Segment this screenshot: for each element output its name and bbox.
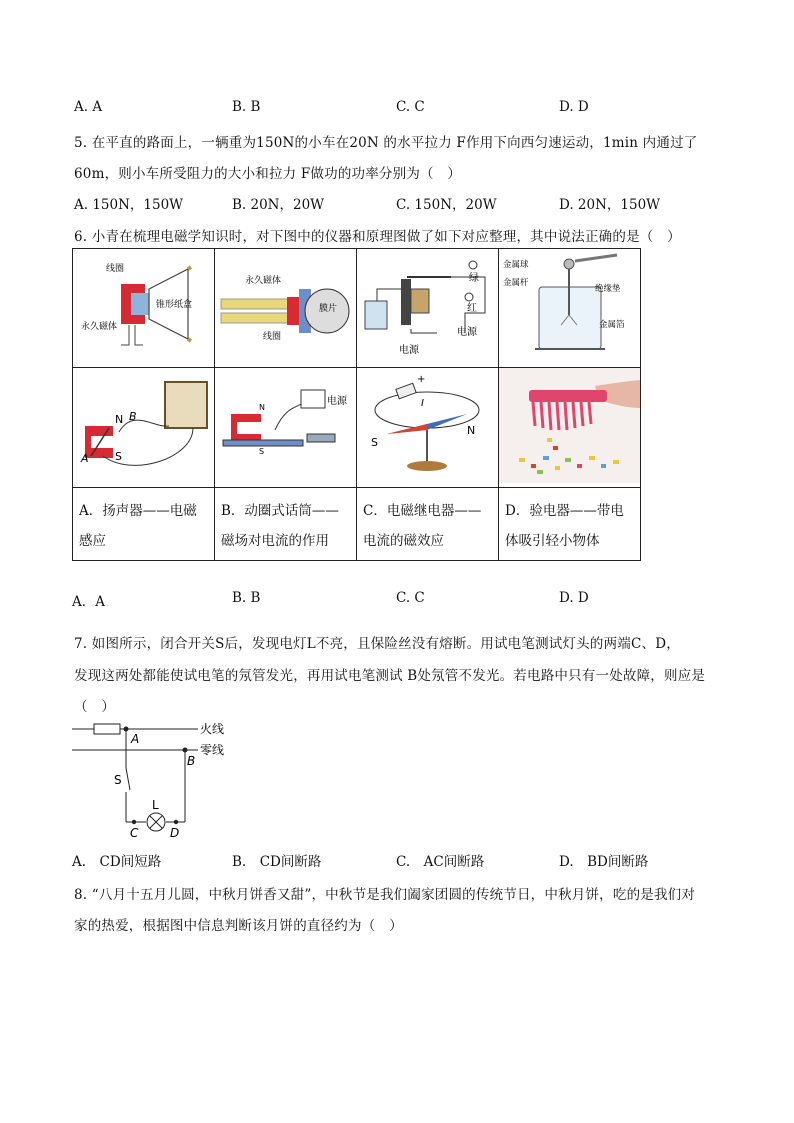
fig3-label-red: 红 <box>467 303 477 314</box>
q7-stem-line1: 7. 如图所示，闭合开关S后，发现电灯L不亮，且保险丝没有熔断。用试电笔测试灯头的两端C、D， <box>74 636 680 652</box>
q6-option-c: C. C <box>396 590 425 606</box>
point-b-label: B <box>187 754 196 768</box>
metal-ball <box>564 259 574 269</box>
point-c-label: C <box>130 826 139 840</box>
switch-shape <box>307 434 335 442</box>
q6-caption-c: C．电磁继电器——电流的磁效应 <box>363 503 482 549</box>
fig2-label-diaphragm: 膜片 <box>319 304 338 314</box>
q7-option-b: B. CD间断路 <box>232 854 322 870</box>
q7-option-a: A. CD间短路 <box>72 854 162 870</box>
q6-figure-table <box>72 248 641 561</box>
fig1-label-coil: 线圈 <box>106 264 125 274</box>
q6-caption-b: B．动圈式话筒——磁场对电流的作用 <box>221 503 339 549</box>
battery-shape <box>396 383 416 399</box>
fig2-label-coil: 线圈 <box>263 332 282 342</box>
comb-shape <box>529 390 607 402</box>
power-box <box>301 390 325 408</box>
switch-s <box>126 768 130 790</box>
motor-magnet <box>231 414 261 442</box>
lamp-l-label: L <box>152 798 159 812</box>
q4-option-c: C. C <box>396 99 425 115</box>
q6-option-b: B. B <box>232 590 261 606</box>
fig7-label-plus: + <box>417 374 426 385</box>
point-a-label: A <box>131 732 140 746</box>
fig4-label-ball: 金属球 <box>503 260 529 270</box>
q5-option-b: B. 20N，20W <box>232 197 325 213</box>
red-lamp <box>465 293 473 301</box>
q7-circuit-diagram <box>70 718 240 842</box>
relay-coil <box>411 289 429 313</box>
fig4-label-insulator: 绝缘垫 <box>595 284 621 294</box>
fig5-label-n: N <box>115 413 124 426</box>
mic-handle <box>221 299 291 309</box>
comb-photo-cell <box>499 368 641 488</box>
speaker-diagram-cell <box>73 249 215 368</box>
q7-option-d: D. BD间断路 <box>559 854 649 870</box>
relay-cup <box>365 301 387 329</box>
fig4-label-foil: 金属箔 <box>599 320 625 330</box>
q8-stem-line1: 8. “八月十五月儿圆，中秋月饼香又甜”，中秋节是我们阖家团圆的传统节日，中秋月饼，吃的是我们对 <box>74 887 696 903</box>
q5-option-a: A. 150N，150W <box>74 197 184 213</box>
coil-shape <box>131 293 149 315</box>
fig3-label-power1: 电源 <box>399 345 419 356</box>
q6-caption-d: D．验电器——带电体吸引轻小物体 <box>505 503 624 549</box>
point-d-label: D <box>170 826 180 840</box>
q8-stem-line2: 家的热爱，根据图中信息判断该月饼的直径约为（ ） <box>74 918 403 934</box>
fig3-label-power2: 电源 <box>457 327 477 338</box>
induction-diagram-cell <box>73 368 215 488</box>
fuse-shape <box>94 724 120 734</box>
fig7-label-s: S <box>371 436 378 449</box>
switch-s-label: S <box>114 773 122 787</box>
neutral-wire-label: 零线 <box>200 743 225 757</box>
u-magnet <box>85 426 113 458</box>
q6-option-a: A．A <box>72 594 105 610</box>
relay-diagram <box>357 249 498 363</box>
fig5-label-s: S <box>115 450 122 463</box>
motor-diagram-cell <box>215 368 357 488</box>
q5-option-d: D. 20N，150W <box>559 197 661 213</box>
fig6-label-power: 电源 <box>327 396 347 407</box>
speaker-diagram <box>73 249 214 363</box>
relay-diagram-cell <box>357 249 499 368</box>
induction-diagram <box>73 368 214 483</box>
electroscope-diagram-cell <box>499 249 641 368</box>
oersted-diagram-cell <box>357 368 499 488</box>
fig5-label-b: B <box>129 410 137 423</box>
fig1-label-cone: 锥形纸盒 <box>156 300 193 310</box>
q4-option-d: D. D <box>559 99 589 115</box>
q6-option-d: D. D <box>559 590 589 606</box>
green-lamp <box>469 261 477 269</box>
fig2-label-magnet: 永久磁体 <box>245 276 282 286</box>
galvanometer <box>165 382 207 428</box>
fig1-label-magnet: 永久磁体 <box>81 322 118 332</box>
fig7-label-i: I <box>421 398 424 409</box>
fig6-label-n: N <box>259 403 265 412</box>
microphone-diagram <box>215 249 356 363</box>
live-wire-label: 火线 <box>200 722 225 736</box>
q7-stem-line2: 发现这两处都能使试电笔的氖管发光，再用试电笔测试 B处氖管不发光。若电路中只有一处故障，则应是 <box>74 668 706 684</box>
motor-diagram <box>215 368 356 483</box>
fig6-label-s: S <box>259 447 265 456</box>
electroscope-diagram <box>499 249 640 363</box>
q5-stem-line1: 5. 在平直的路面上，一辆重为150N的小车在20N 的水平拉力 F作用下向西匀速运动，1min 内通过了 <box>74 135 698 151</box>
q4-option-a: A. A <box>74 99 103 115</box>
fig7-label-n: N <box>467 424 476 437</box>
q6-caption-a: A．扬声器——电磁感应 <box>79 503 197 549</box>
wire-loop <box>375 392 479 428</box>
q7-stem-line3: （ ） <box>74 699 116 715</box>
comb-photo <box>499 368 640 483</box>
q7-option-c: C. AC间断路 <box>396 854 485 870</box>
fig4-label-rod: 金属杆 <box>503 278 529 288</box>
q5-option-c: C. 150N，20W <box>396 197 497 213</box>
fig3-label-green: 绿 <box>469 273 479 284</box>
fig5-label-a: A <box>81 452 89 465</box>
oersted-diagram <box>357 368 498 483</box>
q5-stem-line2: 60m，则小车所受阻力的大小和拉力 F做功的功率分别为（ ） <box>74 166 462 182</box>
q6-stem: 6. 小青在梳理电磁学知识时，对下图中的仪器和原理图做了如下对应整理，其中说法正确的是（ ） <box>74 229 681 245</box>
microphone-diagram-cell <box>215 249 357 368</box>
q4-option-b: B. B <box>232 99 261 115</box>
